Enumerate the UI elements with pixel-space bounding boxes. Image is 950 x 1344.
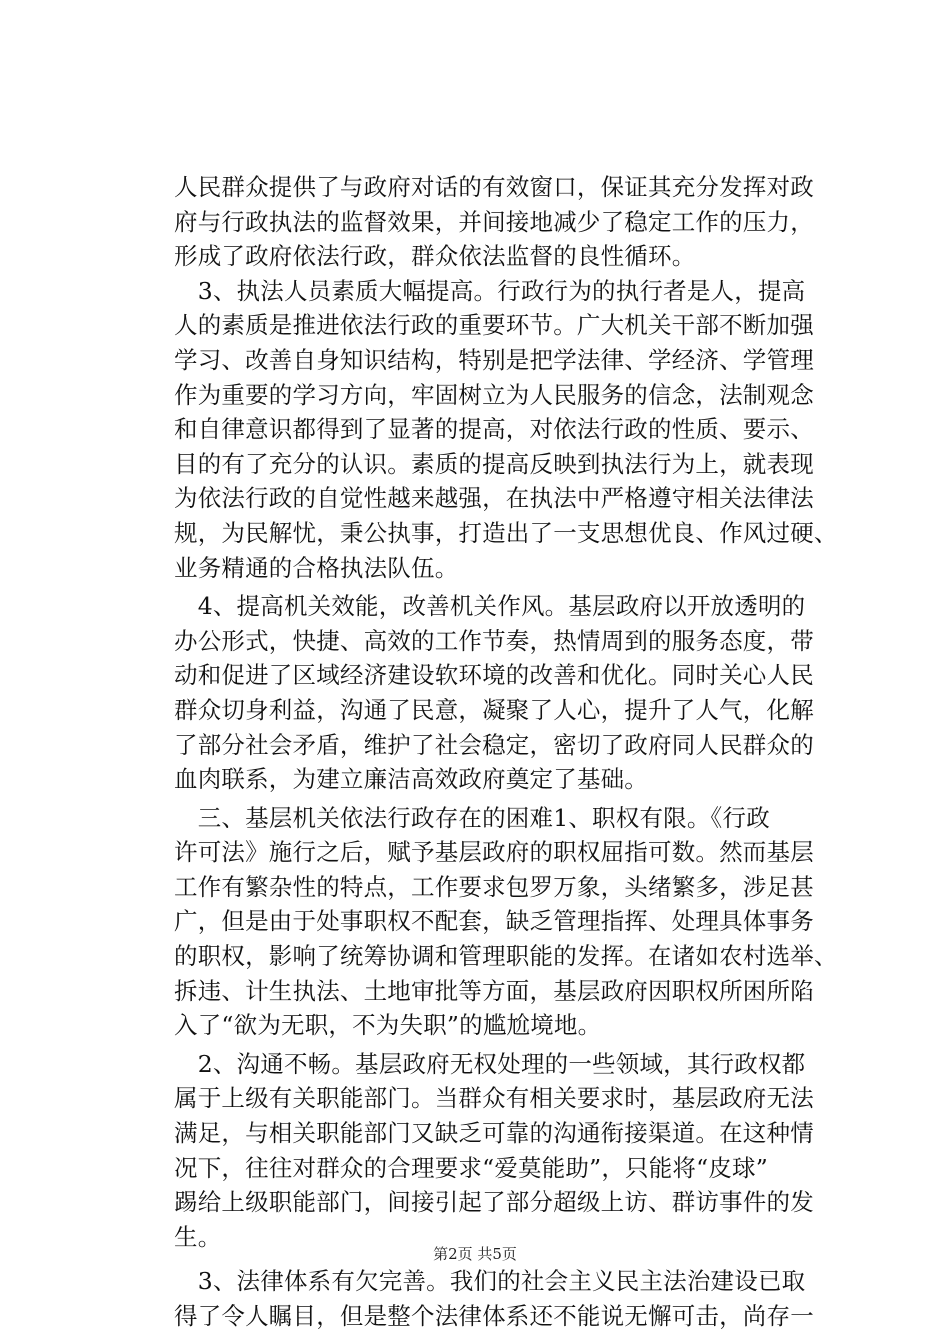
text-line: 动和促进了区域经济建设软环境的改善和优化。同时关心人民	[174, 661, 814, 690]
text-line: 作为重要的学习方向，牢固树立为人民服务的信念，法制观念	[174, 380, 814, 409]
text-line: 3、法律体系有欠完善。我们的社会主义民主法治建设已取	[174, 1267, 806, 1296]
text-line: 办公形式，快捷、高效的工作节奏，热情周到的服务态度，带	[174, 626, 814, 655]
text-line: 拆违、计生执法、土地审批等方面，基层政府因职权所困所陷	[174, 976, 814, 1005]
text-line: 了部分社会矛盾，维护了社会稳定，密切了政府同人民群众的	[174, 730, 814, 759]
text-line: 和自律意识都得到了显著的提高，对依法行政的性质、要示、	[174, 415, 814, 444]
text-line: 3、执法人员素质大幅提高。行政行为的执行者是人，提高	[174, 276, 806, 305]
text-line: 属于上级有关职能部门。当群众有相关要求时，基层政府无法	[174, 1084, 814, 1113]
text-line: 的职权，影响了统筹协调和管理职能的发挥。在诸如农村选举、	[174, 942, 838, 971]
text-line: 为依法行政的自觉性越来越强，在执法中严格遵守相关法律法	[174, 484, 814, 513]
text-line: 2、沟通不畅。基层政府无权处理的一些领域，其行政权都	[174, 1049, 806, 1078]
text-line: 得了令人瞩目，但是整个法律体系还不能说无懈可击，尚存一	[174, 1302, 814, 1330]
text-line: 入了“欲为无职，不为失职”的尴尬境地。	[174, 1011, 602, 1040]
text-line: 形成了政府依法行政，群众依法监督的良性循环。	[174, 242, 696, 271]
text-line: 规，为民解忧，秉公执事，打造出了一支思想优良、作风过硬、	[174, 518, 838, 547]
text-line: 广，但是由于处事职权不配套，缺乏管理指挥、处理具体事务	[174, 907, 814, 936]
text-line: 满足，与相关职能部门又缺乏可靠的沟通衔接渠道。在这种情	[174, 1119, 814, 1148]
text-line: 工作有繁杂性的特点，工作要求包罗万象，头绪繁多，涉足甚	[174, 872, 814, 901]
text-line: 血肉联系，为建立廉洁高效政府奠定了基础。	[174, 765, 648, 794]
text-line: 人的素质是推进依法行政的重要环节。广大机关干部不断加强	[174, 311, 814, 340]
text-line: 生。	[174, 1222, 222, 1251]
page-number: 第2页 共5页	[433, 1245, 517, 1263]
text-line: 群众切身利益，沟通了民意，凝聚了人心，提升了人气，化解	[174, 695, 814, 724]
text-line: 目的有了充分的认识。素质的提高反映到执法行为上，就表现	[174, 449, 814, 478]
text-line: 况下，往往对群众的合理要求“爱莫能助”，只能将“皮球”	[174, 1153, 768, 1182]
text-line: 学习、改善自身知识结构，特别是把学法律、学经济、学管理	[174, 345, 814, 374]
text-line: 踢给上级职能部门，间接引起了部分超级上访、群访事件的发	[174, 1188, 814, 1217]
body-text	[174, 170, 838, 1334]
text-line: 府与行政执法的监督效果，并间接地减少了稳定工作的压力，	[174, 207, 814, 236]
text-line: 业务精通的合格执法队伍。	[174, 553, 459, 582]
text-line: 4、提高机关效能，改善机关作风。基层政府以开放透明的	[174, 592, 806, 621]
text-line: 许可法》施行之后，赋予基层政府的职权屈指可数。然而基层	[174, 838, 814, 867]
text-line: 人民群众提供了与政府对话的有效窗口，保证其充分发挥对政	[174, 173, 814, 201]
text-line: 三、基层机关依法行政存在的困难1、职权有限。《行政	[174, 803, 770, 832]
